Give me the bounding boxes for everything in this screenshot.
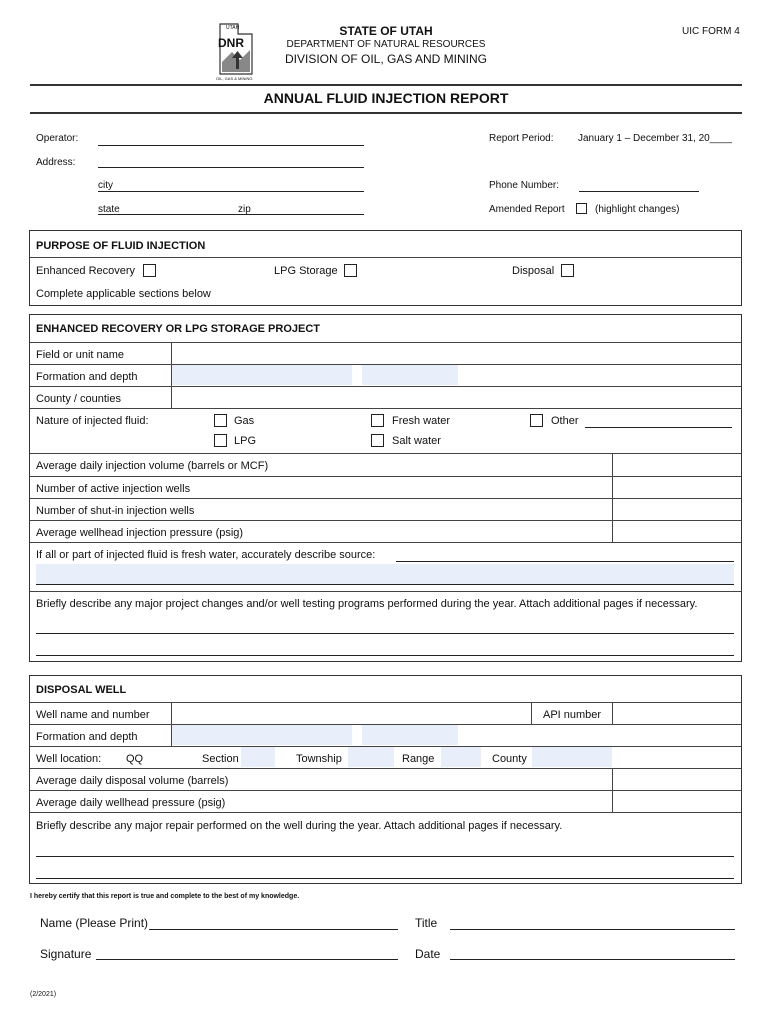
phone-field[interactable] — [579, 191, 699, 192]
other-checkbox[interactable] — [530, 414, 543, 427]
state-heading: STATE OF UTAH — [339, 24, 433, 38]
disp-formation-label: Formation and depth — [36, 731, 138, 743]
title-field[interactable] — [450, 929, 735, 930]
row-rule — [30, 476, 741, 477]
range-field[interactable] — [441, 747, 481, 767]
purpose-title-rule — [30, 257, 741, 258]
date-label: Date — [415, 947, 441, 961]
fresh-source-line — [36, 584, 734, 585]
well-name-label: Well name and number — [36, 709, 150, 721]
revision-date: (2/2021) — [30, 991, 57, 998]
logo-bottom-text: OIL, GAS & MINING — [216, 76, 253, 81]
lpg-checkbox[interactable] — [214, 434, 227, 447]
title-rule — [30, 112, 742, 114]
logo-text: DNR — [218, 36, 244, 50]
api-label: API number — [543, 709, 602, 721]
nature-label: Nature of injected fluid: — [36, 415, 149, 427]
disposal-title: DISPOSAL WELL — [36, 684, 127, 696]
avg-volume-label: Average daily injection volume (barrels or MCF) — [36, 460, 269, 472]
county-label: County / counties — [36, 393, 121, 405]
address-label: Address: — [36, 157, 76, 168]
enhanced-title: ENHANCED RECOVERY OR LPG STORAGE PROJECT — [36, 323, 321, 335]
enhanced-recovery-checkbox[interactable] — [143, 264, 156, 277]
disp-pressure-label: Average daily wellhead pressure (psig) — [36, 797, 226, 809]
amended-checkbox[interactable] — [576, 203, 587, 214]
active-wells-label: Number of active injection wells — [36, 483, 191, 495]
header-rule — [30, 84, 742, 86]
operator-label: Operator: — [36, 133, 79, 144]
row-rule — [30, 453, 741, 454]
fresh-source-field[interactable] — [396, 561, 734, 562]
other-field[interactable] — [585, 427, 732, 428]
purpose-note: Complete applicable sections below — [36, 288, 211, 300]
signature-label: Signature — [40, 947, 92, 961]
amended-label: Amended Report — [489, 204, 565, 215]
disp-volume-label: Average daily disposal volume (barrels) — [36, 775, 229, 787]
repair-label: Briefly describe any major repair performed on the well during the year. Attach additional pages if necessary. — [36, 820, 563, 832]
report-period-label: Report Period: — [489, 133, 554, 144]
disposal-checkbox[interactable] — [561, 264, 574, 277]
repair-line-1[interactable] — [36, 856, 734, 857]
row-rule — [30, 342, 741, 343]
lpg-storage-checkbox[interactable] — [344, 264, 357, 277]
label-divider — [171, 702, 172, 746]
salt-water-checkbox[interactable] — [371, 434, 384, 447]
depth-field[interactable] — [362, 365, 458, 385]
township-label: Township — [296, 753, 342, 765]
name-label: Name (Please Print) — [40, 916, 149, 930]
api-divider-left — [531, 702, 532, 724]
row-rule — [30, 408, 741, 409]
operator-field[interactable] — [98, 145, 364, 146]
phone-label: Phone Number: — [489, 180, 560, 191]
row-rule — [30, 790, 741, 791]
address-field[interactable] — [98, 167, 364, 168]
state-zip-field[interactable] — [98, 214, 364, 215]
division-heading: DIVISION OF OIL, GAS AND MINING — [284, 52, 488, 66]
signature-field[interactable] — [96, 959, 398, 960]
value-divider — [612, 453, 613, 542]
row-rule — [30, 702, 741, 703]
disp-depth-field[interactable] — [362, 725, 458, 745]
disp-formation-field[interactable] — [172, 725, 352, 745]
county-label: County — [492, 753, 527, 765]
enhanced-recovery-label: Enhanced Recovery — [36, 265, 136, 277]
repair-line-2[interactable] — [36, 878, 734, 879]
api-divider-right — [612, 702, 613, 724]
report-period-value: January 1 – December 31, 20____ — [578, 133, 732, 144]
row-rule — [30, 542, 741, 543]
formation-label: Formation and depth — [36, 371, 138, 383]
fresh-water-label: Fresh water — [392, 415, 451, 427]
lpg-label: LPG — [234, 435, 257, 447]
section-label: Section — [202, 753, 239, 765]
county-field[interactable] — [532, 747, 612, 767]
field-label: Field or unit name — [36, 349, 125, 361]
date-field[interactable] — [450, 959, 735, 960]
gas-checkbox[interactable] — [214, 414, 227, 427]
title-label: Title — [415, 916, 438, 930]
formation-field[interactable] — [172, 365, 352, 385]
fresh-source-label: If all or part of injected fluid is fresh water, accurately describe source: — [36, 549, 376, 561]
township-field[interactable] — [348, 747, 394, 767]
well-location-label: Well location: — [36, 753, 102, 765]
fresh-source-area[interactable] — [36, 564, 734, 584]
page-title: ANNUAL FLUID INJECTION REPORT — [263, 90, 509, 106]
city-field[interactable] — [98, 191, 364, 192]
row-rule — [30, 812, 741, 813]
section-field[interactable] — [241, 747, 275, 767]
form-id: UIC FORM 4 — [682, 26, 740, 37]
disposal-label: Disposal — [512, 265, 555, 277]
pressure-label: Average wellhead injection pressure (psig) — [36, 527, 244, 539]
range-label: Range — [402, 753, 435, 765]
changes-label: Briefly describe any major project changes and/or well testing programs performed during the year. Attach additional pages if necessary. — [36, 598, 698, 610]
zip-label: zip — [238, 204, 251, 215]
row-rule — [30, 498, 741, 499]
certification-statement: I hereby certify that this report is true and complete to the best of my knowledge. — [30, 893, 300, 900]
qq-label: QQ — [126, 753, 144, 765]
changes-line-1[interactable] — [36, 633, 734, 634]
highlight-note: (highlight changes) — [595, 204, 680, 215]
logo-top-text: UTAH — [226, 25, 240, 31]
city-label: city — [98, 180, 113, 191]
shutin-wells-label: Number of shut-in injection wells — [36, 505, 195, 517]
row-rule — [30, 768, 741, 769]
changes-line-2[interactable] — [36, 655, 734, 656]
row-rule — [30, 520, 741, 521]
purpose-title: PURPOSE OF FLUID INJECTION — [36, 240, 206, 252]
label-divider — [171, 342, 172, 408]
state-label: state — [98, 204, 120, 215]
department-heading: DEPARTMENT OF NATURAL RESOURCES — [286, 39, 486, 50]
row-rule — [30, 386, 741, 387]
other-label: Other — [551, 415, 579, 427]
gas-label: Gas — [234, 415, 255, 427]
fresh-water-checkbox[interactable] — [371, 414, 384, 427]
name-field[interactable] — [149, 929, 398, 930]
lpg-storage-label: LPG Storage — [274, 265, 338, 277]
value-divider — [612, 768, 613, 812]
salt-water-label: Salt water — [392, 435, 441, 447]
row-rule — [30, 591, 741, 592]
